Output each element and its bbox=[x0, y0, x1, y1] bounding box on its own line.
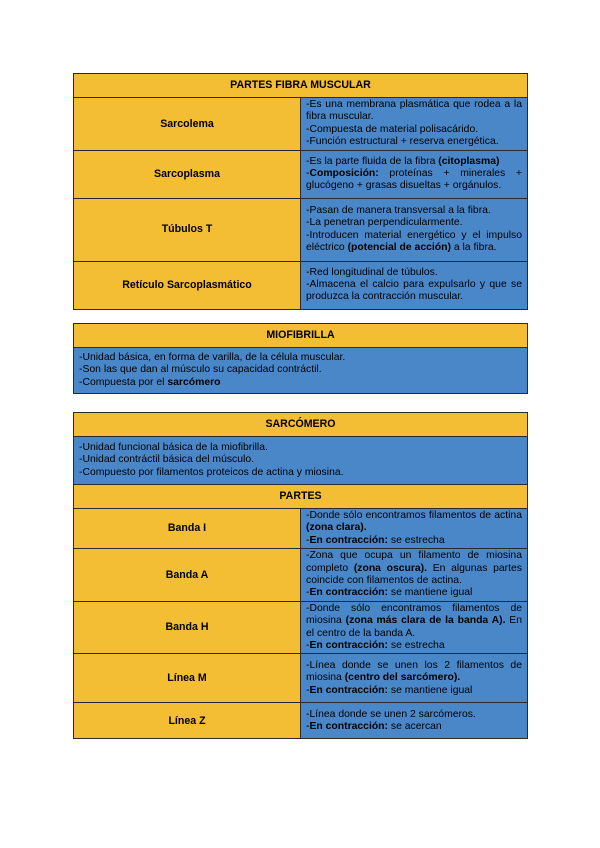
sarcomero-description bbox=[74, 437, 528, 485]
part-description bbox=[301, 601, 528, 654]
part-name: Banda I bbox=[74, 509, 301, 549]
table-row bbox=[74, 549, 528, 602]
table-title: SARCÓMERO bbox=[74, 413, 528, 437]
desc-line: -Introducen material energético y el impulso eléctrico (potencial de acción) a la fibra. bbox=[306, 229, 522, 254]
table-row bbox=[74, 98, 528, 151]
table-title: PARTES FIBRA MUSCULAR bbox=[74, 74, 528, 98]
desc-line: -Línea donde se unen los 2 filamentos de miosina (centro del sarcómero). bbox=[306, 659, 522, 684]
desc-line: -Donde sólo encontramos filamentos de actina (zona clara). bbox=[306, 510, 522, 534]
part-name: Retículo Sarcoplasmático bbox=[74, 261, 301, 309]
desc-line: -Almacena el calcio para expulsarlo y que se produzca la contracción muscular. bbox=[306, 278, 522, 303]
desc-line: -Donde sólo encontramos filamentos de miosina (zona más clara de la banda A). En el centro de la banda A. bbox=[306, 602, 522, 639]
table-row bbox=[74, 150, 528, 198]
table-row bbox=[74, 348, 528, 394]
desc-line: -Es una membrana plasmática que rodea a la fibra muscular. bbox=[306, 99, 522, 123]
sarcomero-table bbox=[73, 412, 528, 739]
fibra-muscular-table bbox=[73, 73, 528, 310]
desc-line: -La penetran perpendicularmente. bbox=[306, 217, 463, 229]
part-description bbox=[301, 509, 528, 549]
part-description bbox=[301, 654, 528, 703]
desc-line: -Función estructural + reserva energética. bbox=[306, 136, 499, 148]
desc-line: -Unidad básica, en forma de varilla, de la célula muscular. bbox=[79, 351, 346, 363]
desc-line: -Es la parte fluida de la fibra (citoplasma) bbox=[306, 155, 500, 167]
desc-line: -Línea donde se unen 2 sarcómeros. bbox=[306, 708, 476, 720]
part-name: Sarcoplasma bbox=[74, 150, 301, 198]
desc-line: -Compuesto por filamentos proteicos de actina y miosina. bbox=[79, 466, 344, 478]
desc-line: -Unidad contráctil básica del músculo. bbox=[79, 454, 254, 466]
table-row bbox=[74, 437, 528, 485]
desc-line: -Zona que ocupa un filamento de miosina completo (zona oscura). En algunas partes coincide con filamentos de actina. bbox=[306, 550, 522, 587]
part-name: Sarcolema bbox=[74, 98, 301, 151]
table-row bbox=[74, 601, 528, 654]
desc-line: -Compuesta por el sarcómero bbox=[79, 376, 221, 388]
part-name: Línea Z bbox=[74, 703, 301, 739]
desc-line: -En contracción: se estrecha bbox=[306, 640, 445, 652]
table-subtitle: PARTES bbox=[74, 485, 528, 509]
table-title: MIOFIBRILLA bbox=[74, 324, 528, 348]
part-description bbox=[301, 703, 528, 739]
table-row bbox=[74, 654, 528, 703]
part-description bbox=[301, 261, 528, 309]
part-description bbox=[301, 198, 528, 261]
desc-line: -Unidad funcional básica de la miofibrilla. bbox=[79, 441, 268, 453]
table-row bbox=[74, 198, 528, 261]
part-name: Túbulos T bbox=[74, 198, 301, 261]
table-row bbox=[74, 261, 528, 309]
desc-line: -Pasan de manera transversal a la fibra. bbox=[306, 204, 491, 216]
desc-line: -Compuesta de material polisacárido. bbox=[306, 123, 479, 135]
table-row bbox=[74, 703, 528, 739]
desc-line: -En contracción: se mantiene igual bbox=[306, 587, 473, 599]
desc-line: -Red longitudinal de túbulos. bbox=[306, 266, 438, 278]
part-name: Banda H bbox=[74, 601, 301, 654]
table-row bbox=[74, 509, 528, 549]
desc-line: -Son las que dan al músculo su capacidad contráctil. bbox=[79, 364, 322, 376]
part-description bbox=[301, 150, 528, 198]
desc-line: -En contracción: se estrecha bbox=[306, 534, 445, 546]
part-name: Línea M bbox=[74, 654, 301, 703]
desc-line: -En contracción: se mantiene igual bbox=[306, 684, 473, 696]
part-name: Banda A bbox=[74, 549, 301, 602]
part-description bbox=[301, 98, 528, 151]
desc-line: -En contracción: se acercan bbox=[306, 720, 442, 732]
part-description bbox=[301, 549, 528, 602]
miofibrilla-table bbox=[73, 323, 528, 394]
desc-line: -Composición: proteínas + minerales + glucógeno + grasas disueltas + orgánulos. bbox=[306, 167, 522, 192]
miofibrilla-description bbox=[74, 348, 528, 394]
